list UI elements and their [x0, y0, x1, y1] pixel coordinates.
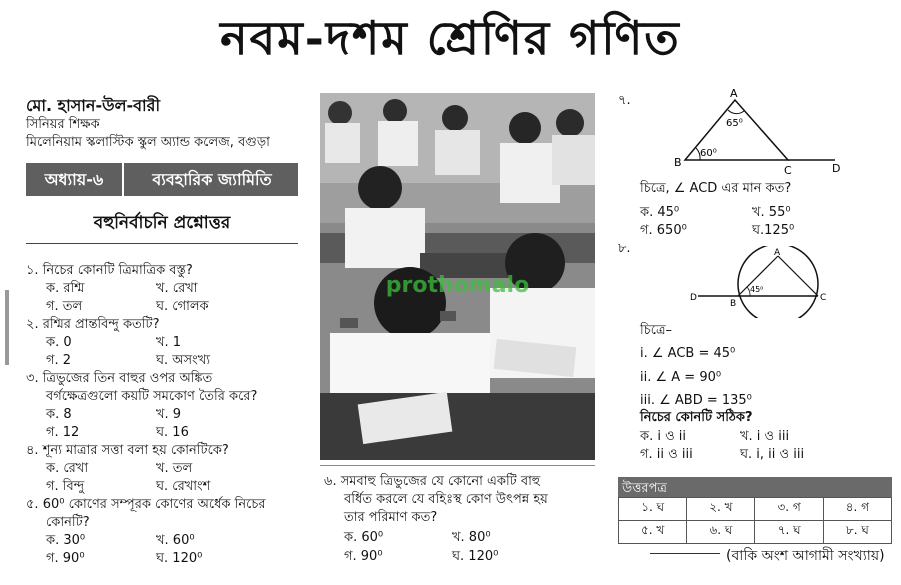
option: খ. i ও iii — [740, 429, 790, 444]
option: ক. i ও ii — [640, 429, 687, 444]
author-institution: মিলেনিয়াম স্কলাস্টিক স্কুল অ্যান্ড কলেজ, বগুড়া — [26, 135, 270, 150]
statement-ii: ii. ∠ A = 90⁰ — [640, 370, 722, 385]
option: খ. 9 — [156, 407, 182, 422]
option: ঘ. 16 — [156, 425, 189, 440]
option: ক. 8 — [46, 407, 72, 422]
vertex-b-label: B — [730, 299, 737, 309]
question-5-cont: কোনটি? — [46, 515, 90, 530]
option: গ. তল — [46, 299, 83, 314]
statement-i: i. ∠ ACB = 45⁰ — [640, 346, 736, 361]
page-title: নবম-দশম শ্রেণির গণিত — [220, 11, 681, 65]
option: ঘ. রেখাংশ — [156, 479, 211, 494]
question-7-number: ৭. — [618, 93, 631, 108]
answer-sheet-title: উত্তরপত্র — [622, 481, 667, 496]
question-8-intro: চিত্রে– — [640, 323, 673, 338]
option: খ. 80⁰ — [452, 530, 491, 545]
continued-note: (বাকি অংশ আগামী সংখ্যায়) — [726, 548, 885, 564]
circle-diagram — [690, 246, 840, 318]
option: ঘ. অসংখ্য — [156, 353, 211, 368]
option: ঘ. 120⁰ — [452, 549, 499, 564]
option: গ. 2 — [46, 353, 72, 368]
option: ক. 0 — [46, 335, 72, 350]
table-row — [619, 521, 892, 544]
option: ঘ. গোলক — [156, 299, 209, 314]
vertex-c-label: C — [784, 164, 792, 176]
divider — [26, 243, 298, 244]
question-5: ৫. 60⁰ কোণের সম্পূরক কোণের অর্ধেক নিচের — [26, 497, 266, 512]
option: ঘ. i, ii ও iii — [740, 447, 805, 462]
option: ক. রশ্মি — [46, 281, 85, 296]
answer-cell: ৪. গ — [823, 498, 891, 521]
option: গ. বিন্দু — [46, 479, 85, 494]
option: খ. 1 — [156, 335, 182, 350]
vertex-d-label: D — [690, 293, 697, 303]
answer-cell: ৭. ঘ — [755, 521, 823, 544]
answer-cell: ৫. খ — [619, 521, 687, 544]
answer-sheet-header — [618, 477, 892, 497]
question-8: নিচের কোনটি সঠিক? — [640, 410, 753, 425]
option: খ. 60⁰ — [156, 533, 195, 548]
option: গ. ii ও iii — [640, 447, 693, 462]
question-3-cont: বর্গক্ষেত্রগুলো কয়টি সমকোণ তৈরি করে? — [46, 389, 258, 404]
answer-table — [618, 497, 892, 544]
question-2: ২. রশ্মির প্রান্তবিন্দু কতটি? — [26, 317, 160, 332]
option: গ. 650⁰ — [640, 223, 687, 238]
divider — [320, 465, 595, 466]
section-heading: বহুনির্বাচনি প্রশ্নোত্তর — [93, 213, 231, 233]
statement-iii: iii. ∠ ABD = 135⁰ — [640, 393, 752, 408]
option: খ. 55⁰ — [752, 205, 791, 220]
option: গ. 12 — [46, 425, 80, 440]
vertex-b-label: B — [674, 156, 682, 169]
answer-cell: ২. খ — [687, 498, 755, 521]
vertex-d-label: D — [832, 162, 841, 175]
question-7: চিত্রে, ∠ ACD এর মান কত? — [640, 181, 792, 196]
answer-cell: ৮. ঘ — [823, 521, 891, 544]
option: ক. রেখা — [46, 461, 89, 476]
author-designation: সিনিয়র শিক্ষক — [26, 117, 100, 132]
chapter-number: অধ্যায়-৬ — [26, 163, 124, 196]
question-1: ১. নিচের কোনটি ত্রিমাত্রিক বস্তু? — [26, 263, 193, 278]
option: খ. তল — [156, 461, 193, 476]
question-6-cont: বর্ধিত করলে যে বহিঃস্থ কোণ উৎপন্ন হয় — [344, 492, 548, 507]
chapter-bar — [26, 163, 298, 196]
angle-label: 45⁰ — [750, 285, 764, 294]
question-6: ৬. সমবাহু ত্রিভুজের যে কোনো একটি বাহু — [324, 474, 541, 489]
question-6-cont: তার পরিমাণ কত? — [344, 510, 438, 525]
vertex-c-label: C — [820, 293, 827, 303]
footer-rule — [650, 553, 720, 554]
angle-a-label: 65⁰ — [726, 118, 743, 129]
option: ক. 30⁰ — [46, 533, 86, 548]
option: ঘ.125⁰ — [752, 223, 795, 238]
margin-marker — [5, 290, 9, 365]
exam-hall-photo — [320, 93, 595, 460]
answer-cell: ৩. গ — [755, 498, 823, 521]
triangle-diagram — [670, 86, 850, 176]
question-8-number: ৮. — [618, 241, 631, 256]
watermark: prothomalo — [385, 273, 530, 298]
author-name: মো. হাসান-উল-বারী — [26, 96, 161, 115]
answer-cell: ৬. ঘ — [687, 521, 755, 544]
question-3: ৩. ত্রিভুজের তিন বাহুর ওপর অঙ্কিত — [26, 371, 213, 386]
table-row — [619, 498, 892, 521]
option: ক. 45⁰ — [640, 205, 680, 220]
option: গ. 90⁰ — [46, 551, 85, 566]
angle-b-label: 60⁰ — [700, 148, 717, 159]
chapter-name: ব্যবহারিক জ্যামিতি — [152, 170, 272, 189]
option: ক. 60⁰ — [344, 530, 384, 545]
question-4: ৪. শূন্য মাত্রার সত্তা বলা হয় কোনটিকে? — [26, 443, 229, 458]
vertex-a-label: A — [774, 248, 781, 258]
answer-cell: ১. ঘ — [619, 498, 687, 521]
option: গ. 90⁰ — [344, 549, 383, 564]
option: ঘ. 120⁰ — [156, 551, 203, 566]
option: খ. রেখা — [156, 281, 198, 296]
vertex-a-label: A — [730, 87, 738, 100]
